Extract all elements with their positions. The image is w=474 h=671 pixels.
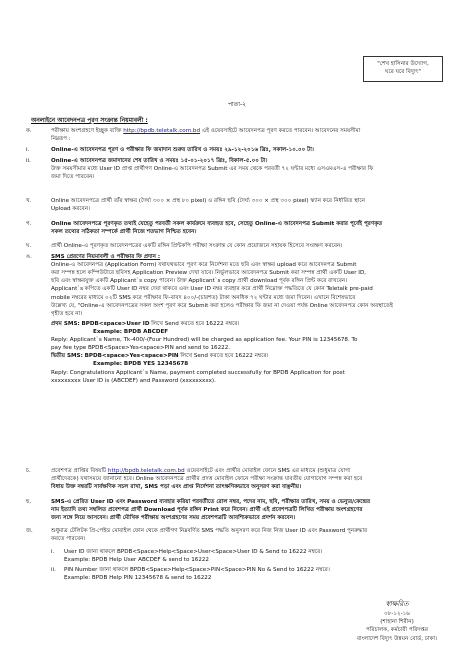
item-h-mark: জ.: [26, 528, 33, 534]
item-h-ii-pre: PIN Number জানা থাকলে: [64, 567, 129, 573]
signatory-name: (শাহানা শিরীন): [380, 618, 414, 625]
item-c-line-1: Online আবেদনপত্রে পূরণকৃত তথ্যই যেহেতু পরবর্তী সকল কার্যক্রমে ব্যবহৃত হবে, সেহেতু Online-এ আবেদনপত্র Submit করার পূর্বেই পূরণকৃত: [51, 221, 383, 227]
item-g-text: [51, 498, 449, 522]
signature-block: [352, 599, 442, 643]
item-d-text: প্রার্থী Online-এ পূরণকৃত আবেদনপত্রের একটি রঙ্গিন প্রিন্টকপি পরীক্ষা সংক্রান্ত যে কোন প্রয়োজনে সহায়ক হিসেবে সংরক্ষণ করবেন।: [51, 243, 343, 249]
item-e-mark: ঙ.: [26, 254, 32, 260]
reply-2-line-1: Reply: Congratulations Applicant`s Name, payment completed successfully for BPDB Application for post: [51, 369, 345, 376]
sms-1-label: প্রথম SMS:: [51, 320, 80, 327]
item-f-pre: প্রবেশপত্র প্রাপ্তির বিষয়টি: [51, 468, 107, 474]
item-f-mark: চ.: [26, 468, 31, 474]
item-e-line-2: করা সম্পন্ন হলে কম্পিউটারে ছবিসহ Application Preview দেখা যাবে। নির্ভুলভাবে আবেদনপত্র Submit করা সম্পন্ন প্রার্থী একটি User ID,: [51, 270, 367, 277]
signature-date: ০৮-১২-১৬: [384, 610, 410, 617]
signatory-title: পরিচালক, কর্মচারী পরিদপ্তর: [366, 627, 428, 634]
sms-2-format: BPDB<space>Yes<space>PIN: [84, 353, 179, 360]
item-f-text: [51, 467, 449, 491]
item-a-ii-line-2: উক্ত সময়সীমার মধ্যে User ID প্রাপ্ত প্রার্থীগণ Online-এ আবেদনপত্র Submit এর সময় থেকে পরবর্তী ৭২ ঘন্টার মধ্যে এসএমএস-এ পরীক্ষার ফি: [51, 166, 374, 173]
item-g-line-2: নাম ইত্যাদি তথ্য সম্বলিত প্রবেশপত্র প্রার্থী Download পূর্বক রঙ্গিন Print করে নিবেন। প্রার্থী এই প্রবেশপত্রটি লিখিত পরীক্ষায় অংশগ্রহণের: [51, 507, 363, 514]
item-e-text: [51, 253, 449, 385]
item-h-ii-text: [64, 566, 449, 582]
item-b-line-1: Online আবেদনপত্রে প্রার্থী তাঁর স্বাক্ষর (দৈর্ঘ্য ৩০০ × প্রস্থ ৮০ pixel) ও রঙ্গিন ছবি (দৈর্ঘ্য ৩০০ × প্রস্থ ৩০০ pixel) স্ক্যান করে নির্ধারিত স্থানে: [51, 198, 365, 204]
item-c-text: [51, 220, 449, 236]
item-a-post: এই ওয়েবসাইটে আবেদনপত্র পূরণ করতে পারবেন। আবেদনের সময়সীমা: [201, 128, 361, 134]
item-a-ii-line-1: Online-এ আবেদনপত্র জমাদানের শেষ তারিখ ও সময়ঃ ১৫-০১-২০১৭ খ্রিঃ, বিকাল-৫.০০ টা।: [51, 158, 268, 164]
item-h-ii-example: Example: BPDB Help PIN 12345678 & send to 16222: [64, 575, 212, 582]
sms-2-label: দ্বিতীয় SMS:: [51, 353, 83, 360]
sms-2-tail: লিখে Send করতে হবে 16222 নম্বরে।: [180, 353, 269, 360]
website-link[interactable]: http://bpdb.teletalk.com.bd: [123, 128, 201, 134]
slogan-stamp: [363, 56, 443, 82]
item-a-i-mark: i.: [26, 147, 30, 153]
item-h-line-2: করতে পারবেন।: [51, 536, 86, 543]
sms-1-example: Example: BPDB ABCDEF: [93, 328, 169, 335]
item-f-post: ওয়েবসাইটে এবং প্রার্থীর মোবাইল ফোনে SMS এর মাধ্যমে (শুধুমাত্র যোগ্য: [186, 468, 351, 474]
item-h-i-mark: i.: [51, 549, 55, 555]
item-e-line-4: Applicant`s কপিতে একটি User ID নম্বর দেয়া থাকবে এবং User ID নম্বর ব্যবহার করে প্রার্থী নিম্নোক্ত পদ্ধতিতে যে কোন Teletalk pre-paid: [51, 286, 373, 293]
item-f-line-2: প্রার্থীদেরকে) যথাসময়ে জানানো হবে। Online আবেদনপত্রে প্রার্থীর প্রদত্ত মোবাইল ফোনে পরীক্ষা সংক্রান্ত যাবতীয় যোগাযোগ সম্পন্ন করা হবে: [51, 476, 363, 483]
sms-1: [51, 320, 449, 328]
item-h-i-example: Example: BPDB Help User ABCDEF & send to 16222: [64, 557, 209, 564]
page-number: পাতা-২: [227, 101, 247, 108]
item-a-line-2: নিম্নরূপ :: [51, 136, 71, 143]
item-f-line-3: বিধায় উক্ত নম্বরটি সার্বক্ষণিক সচল রাখা, SMS পড়া এবং প্রাপ্ত নির্দেশনা তাৎক্ষণিকভাবে অনুসরণ করা বাঞ্ছনীয়।: [51, 484, 302, 491]
sms-2: [51, 352, 449, 360]
item-e-line-6: উল্লেখ্য যে, "Online-এ আবেদনপত্রের সকল অংশ পূরণ করে Submit করা হলেও পরীক্ষার ফি জমা না দেওয়া পর্যন্ত Online আবেদনপত্র কোন অবস্থাতেই: [51, 302, 393, 309]
item-b-mark: খ.: [26, 198, 32, 204]
item-b-line-2: Upload করবেন।: [51, 206, 91, 213]
website-link-2[interactable]: http://bpdb.teletalk.com.bd: [107, 468, 185, 474]
item-c-mark: গ.: [26, 221, 32, 227]
item-e-line-7: গৃহীত হবে না।: [51, 310, 83, 317]
reply-1-line-1: Reply: Applicant`s Name, Tk-400/-(Four Hundred) will be charged as application fee. Your PIN is 12345678. To: [51, 337, 358, 344]
item-h-i-tail: নম্বরে।: [308, 549, 323, 555]
item-b-text: [51, 197, 449, 213]
item-h-i-format: BPDB<Space>Help<Space>User<Space>User ID & Send to 16222: [116, 549, 307, 555]
item-e-line-5: mobile নম্বরের মাধ্যমে ০২টি SMS করে পরীক্ষার ফি-বাবদ ৪০০/-(চারশত) টাকা অনধিক ৭২ ঘন্টার মধ্যে জমা দিবেন। এখানে বিশেষভাবে: [51, 294, 356, 301]
reply-1-line-2: pay fee type BPDB<Space>Yes<space>PIN and send to 16222.: [51, 345, 231, 352]
item-g-line-1: SMS-এ প্রেরিত User ID এবং Password ব্যবহার করিয়া পরবর্তীতে রোল নম্বর, পদের নাম, ছবি, পরীক্ষার তারিখ, সময় ও ভেন্যুর/কেন্দ্রের: [51, 499, 371, 505]
item-h-line-1: শুধুমাত্র টেলিটক প্রি-পেইড মোবাইল ফোন থেকে প্রার্থীগণ নিম্নবর্ণিত SMS পদ্ধতি অনুসরণ করে নিজ নিজ User ID এবং Password পুনরুদ্ধার: [51, 528, 368, 534]
sms-2-example: Example: BPDB YES 12345678: [93, 361, 189, 368]
item-a-ii-text: [51, 157, 449, 181]
item-e-title: SMS প্রেরণের নিয়মাবলী ও পরীক্ষার ফি প্রদান :: [51, 254, 161, 260]
item-h-i-pre: User ID জানা থাকলে: [64, 549, 116, 555]
item-g-mark: ছ.: [26, 499, 32, 505]
item-a-ii-mark: ii.: [26, 158, 31, 164]
item-a-mark: ক.: [26, 128, 32, 134]
section-heading: অনলাইনে আবেদনপত্র পূরণ সংক্রান্ত নিয়মাবলী :: [31, 117, 148, 124]
item-h-i-text: [64, 548, 449, 564]
slogan-line-1: "শেখ হাসিনার উদ্যোগ,: [377, 61, 429, 67]
item-h-ii-mark: ii.: [51, 567, 56, 573]
item-a-i-text: Online-এ আবেদনপত্র পূরণ ও পরীক্ষার ফি জমাদান শুরুর তারিখ ও সময়ঃ ২৯-১২-২০১৬ খ্রিঃ, সকাল-১০.০০ টা।: [51, 147, 314, 153]
item-h-text: [51, 527, 449, 543]
item-a-ii-line-3: জমা দিতে পারবেন।: [51, 174, 95, 181]
slogan-line-2: ঘরে ঘরে বিদ্যুৎ": [385, 69, 421, 76]
item-e-line-1: Online-এ আবেদনপত্র (Application Form) যথাযথভাবে পূরণ করে নির্দেশনা মতে ছবি এবং স্বাক্ষর upload করে আবেদনপত্র Submit: [51, 262, 357, 269]
item-e-line-3: ছবি এবং স্বাক্ষরযুক্ত একটি Applicant`s copy পাবেন। উক্ত Applicant`s copy প্রার্থী download পূর্বক রঙ্গিন প্রিন্ট করে রাখবেন।: [51, 278, 348, 285]
sms-1-format: BPDB<space>User ID: [81, 320, 150, 327]
item-d-mark: ঘ.: [26, 243, 32, 249]
signature-mark: স্বাক্ষরিত: [385, 600, 409, 608]
item-h-ii-format: BPDB<Space>Help<Space>PIN<Space>PIN No & Send to 16222: [129, 567, 315, 573]
item-h-ii-tail: নম্বরে।: [315, 567, 330, 573]
item-g-line-3: জন্য সঙ্গে নিয়ে আসবেন। প্রার্থী মৌখিক পরীক্ষায় অংশগ্রহণের সময় প্রবেশপত্রটি আবশ্যিকভাবে প্রদর্শন করবেন।: [51, 515, 296, 522]
reply-2-line-2: xxxxxxxxx User ID is (ABCDEF) and Password (xxxxxxxxx).: [51, 377, 216, 384]
sms-1-tail: লিখে Send করতে হবে 16222 নম্বরে।: [151, 320, 240, 327]
item-a-text: [51, 127, 449, 143]
signatory-org: বাংলাদেশ বিদ্যুৎ উন্নয়ন বোর্ড, ঢাকা।: [356, 635, 438, 642]
item-c-line-2: সকল তথ্যের সঠিকতা সম্পর্কে প্রার্থী নিজে শতভাগ নিশ্চিত হবেন।: [51, 229, 197, 236]
item-a-pre: পরীক্ষায় অংশগ্রহণে ইচ্ছুক ব্যক্তি: [51, 128, 122, 134]
